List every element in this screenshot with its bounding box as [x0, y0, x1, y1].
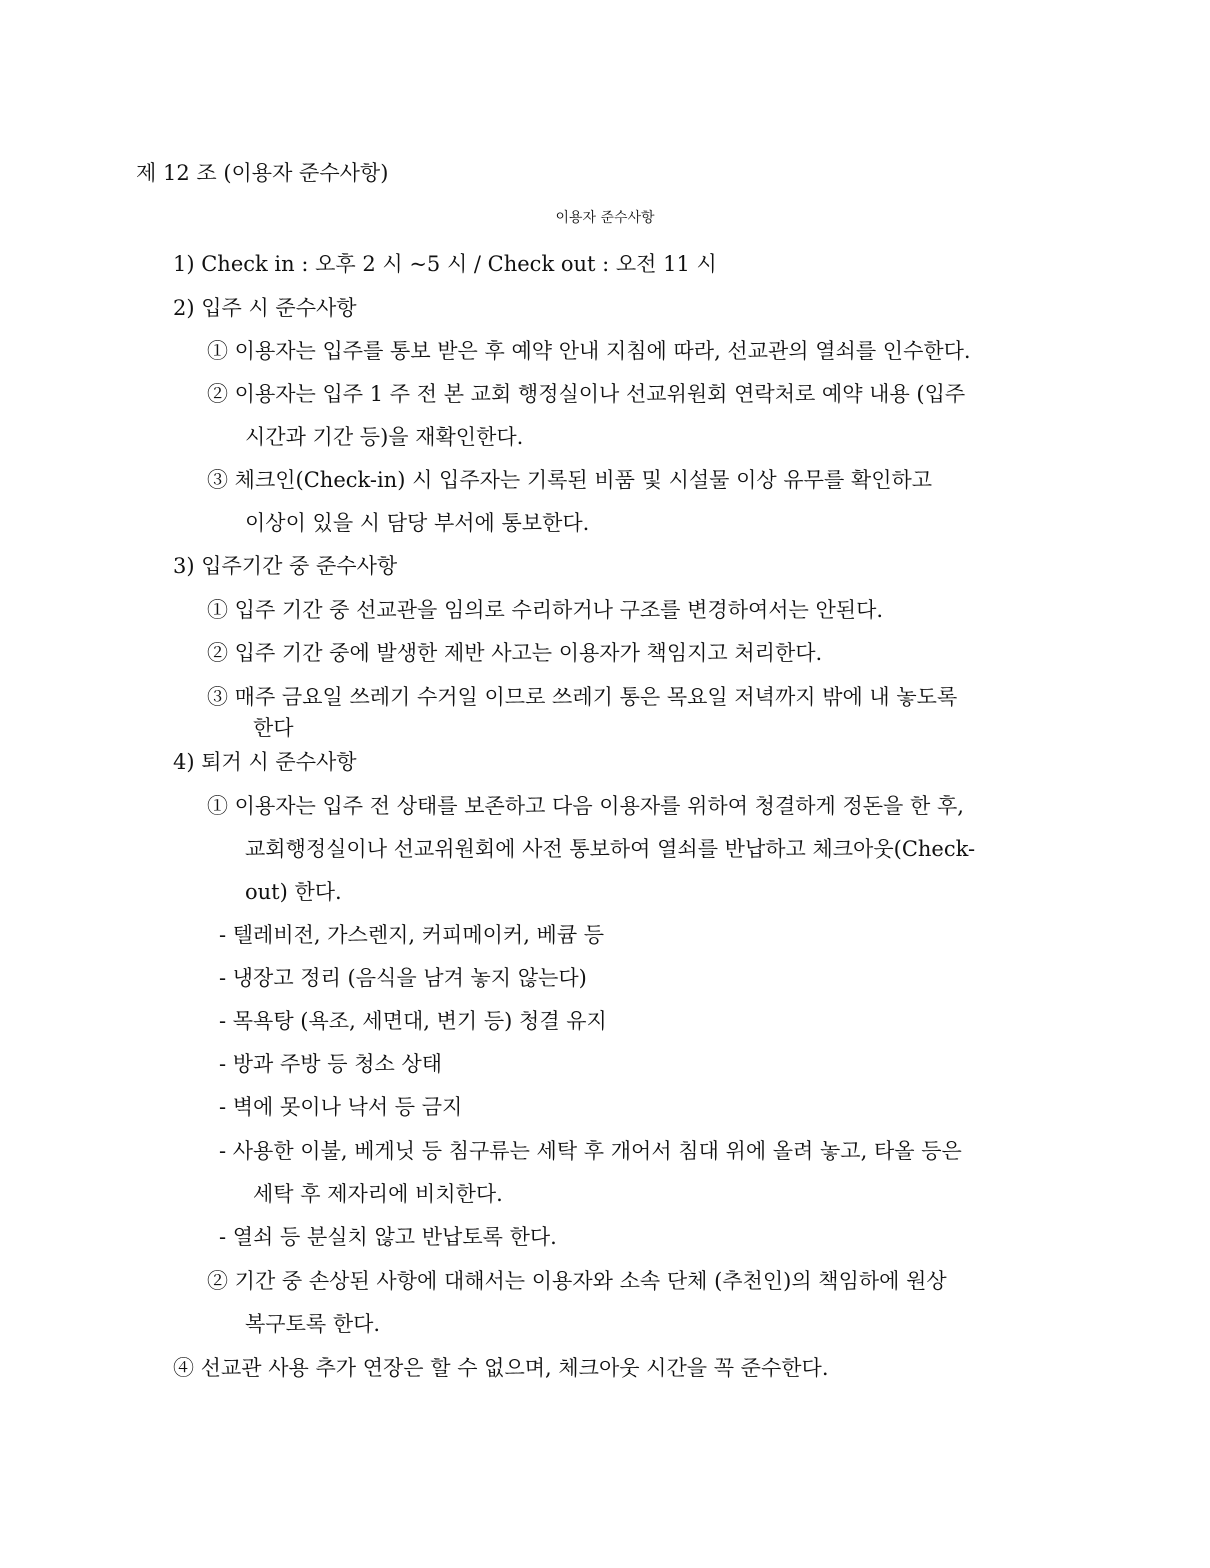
checklist-item: - 방과 주방 등 청소 상태 — [219, 1052, 443, 1076]
section-4-item-4: ④ 선교관 사용 추가 연장은 할 수 없으며, 체크아웃 시간을 꼭 준수한다. — [173, 1356, 829, 1380]
article-heading: 제 12 조 (이용자 준수사항) — [136, 161, 389, 185]
checklist-item: - 벽에 못이나 낙서 등 금지 — [219, 1095, 463, 1119]
section-4-item-1: ① 이용자는 입주 전 상태를 보존하고 다음 이용자를 위하여 청결하게 정돈을 한 후, — [207, 794, 964, 818]
checklist-item-cont: 세탁 후 제자리에 비치한다. — [253, 1182, 503, 1206]
checklist-item: - 목욕탕 (욕조, 세면대, 변기 등) 청결 유지 — [219, 1009, 607, 1033]
section-4-item-2: ② 기간 중 손상된 사항에 대해서는 이용자와 소속 단체 (추천인)의 책임하에 원상 — [207, 1269, 947, 1293]
section-2-item-3: ③ 체크인(Check-in) 시 입주자는 기록된 비품 및 시설물 이상 유무를 확인하고 — [207, 468, 933, 492]
checklist-item: - 사용한 이불, 베게닛 등 침구류는 세탁 후 개어서 침대 위에 올려 놓고, 타올 등은 — [219, 1139, 962, 1163]
section-2-item-1: ① 이용자는 입주를 통보 받은 후 예약 안내 지침에 따라, 선교관의 열쇠를 인수한다. — [207, 339, 971, 363]
section-3-item-3-cont: 한다 — [253, 716, 294, 740]
checklist-item: - 텔레비전, 가스렌지, 커피메이커, 베큠 등 — [219, 923, 605, 947]
checklist-item: - 열쇠 등 분실치 않고 반납토록 한다. — [219, 1225, 557, 1249]
section-3-item-2: ② 입주 기간 중에 발생한 제반 사고는 이용자가 책임지고 처리한다. — [207, 641, 823, 665]
section-3-heading: 3) 입주기간 중 준수사항 — [173, 554, 398, 578]
checklist-item: - 냉장고 정리 (음식을 남겨 놓지 않는다) — [219, 966, 587, 990]
section-4-item-1-cont: 교회행정실이나 선교위원회에 사전 통보하여 열쇠를 반납하고 체크아웃(Check- — [245, 837, 976, 861]
section-4-item-2-cont: 복구토록 한다. — [245, 1312, 381, 1336]
section-3-item-1: ① 입주 기간 중 선교관을 임의로 수리하거나 구조를 변경하여서는 안된다. — [207, 598, 884, 622]
section-2-heading: 2) 입주 시 준수사항 — [173, 296, 357, 320]
section-4-item-1-cont2: out) 한다. — [245, 880, 342, 904]
section-2-item-2: ② 이용자는 입주 1 주 전 본 교회 행정실이나 선교위원회 연락처로 예약 내용 (입주 — [207, 382, 966, 406]
checkin-time-line: 1) Check in : 오후 2 시 ~5 시 / Check out : 오전 11 시 — [173, 252, 717, 276]
section-2-item-3-cont: 이상이 있을 시 담당 부서에 통보한다. — [245, 511, 590, 535]
section-3-item-3: ③ 매주 금요일 쓰레기 수거일 이므로 쓰레기 통은 목요일 저녁까지 밖에 내 놓도록 — [207, 685, 958, 709]
section-4-heading: 4) 퇴거 시 준수사항 — [173, 750, 357, 774]
page-title: 이용자 준수사항 — [555, 210, 655, 226]
section-2-item-2-cont: 시간과 기간 등)을 재확인한다. — [245, 425, 524, 449]
